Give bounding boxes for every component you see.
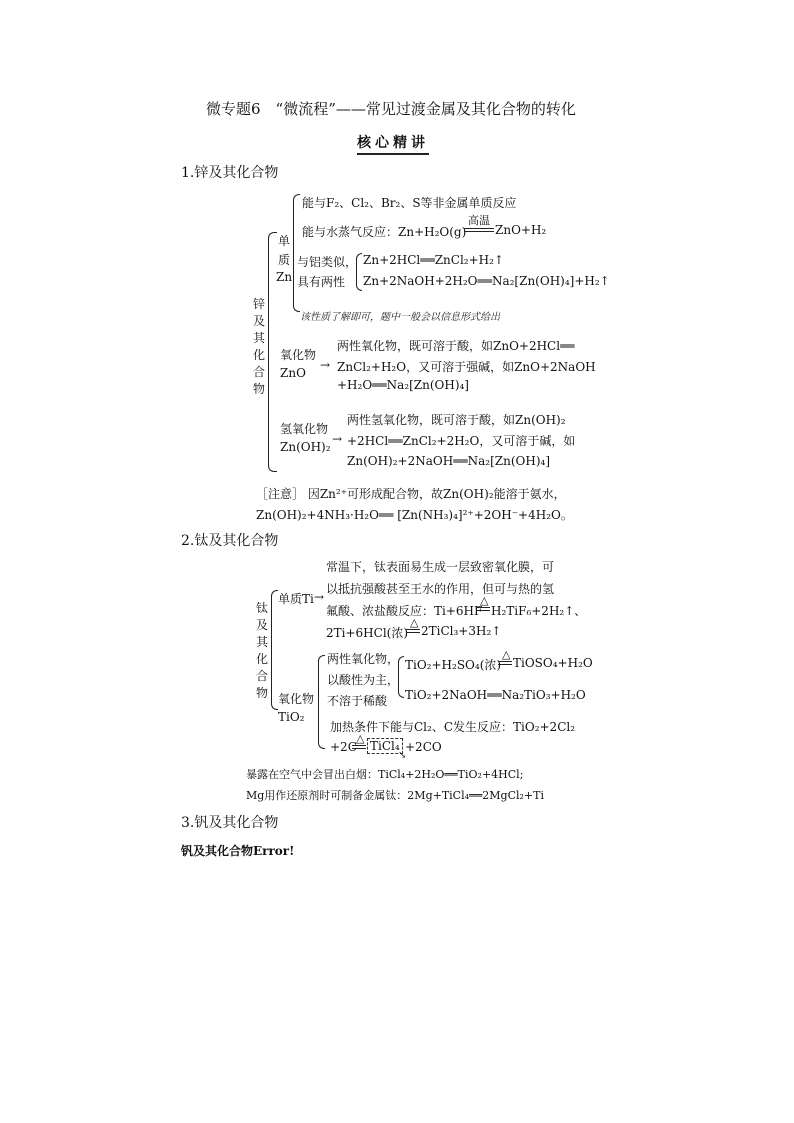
zinc-prop-3b: 具有两性 — [297, 275, 346, 289]
titanium-eq-brace — [398, 656, 404, 698]
titanium-eq-2: TiO₂+2NaOH══Na₂TiO₃+H₂O — [405, 688, 586, 702]
titanium-s4-product: 2TiCl₃+3H₂↑ — [421, 624, 502, 638]
zinc-prop-2-equals — [464, 228, 494, 232]
titanium-s3-product: H₂TiF₆+2H₂↑、 — [491, 604, 587, 618]
zinc-simple-label-1: 单 — [278, 234, 291, 248]
titanium-s3-equals — [476, 607, 490, 611]
zinc-attention-2: Zn(OH)₂+4NH₃·H₂O══ [Zn(NH₃)₄]²⁺+2OH⁻+4H₂O。 — [256, 508, 573, 522]
zinc-prop-2-product: ZnO+H₂ — [495, 223, 547, 237]
section-header: 核心精讲 — [357, 132, 429, 155]
zinc-eq-2: Zn+2NaOH+2H₂O══Na₂[Zn(OH)₄]+H₂↑ — [363, 274, 610, 288]
zinc-hydroxide-line-3: Zn(OH)₂+2NaOH══Na₂[Zn(OH)₄] — [347, 454, 551, 468]
titanium-eq-1: TiO₂+H₂SO₄(浓) — [405, 658, 502, 672]
zinc-oxide-line-3: +H₂O══Na₂[Zn(OH)₄] — [337, 378, 469, 392]
zinc-hydroxide-formula: Zn(OH)₂ — [280, 440, 331, 454]
titanium-simple-line-4: 2Ti+6HCl(浓) — [326, 626, 409, 640]
titanium-heat-line-2b: +2CO — [405, 740, 442, 754]
titanium-ticl4-box: TiCl₄ — [367, 738, 403, 754]
titanium-eq-1-product: TiOSO₄+H₂O — [513, 656, 593, 670]
titanium-s3-condition: △ — [480, 594, 489, 607]
zinc-eq-1: Zn+2HCl══ZnCl₂+H₂↑ — [363, 253, 504, 267]
titanium-oxide-desc-1: 两性氧化物， — [327, 652, 400, 666]
titanium-root-label: 钛及其化合物 — [255, 601, 268, 700]
titanium-heat-equals — [352, 745, 366, 749]
zinc-hydroxide-line-2: +2HCl══ZnCl₂+2H₂O，又可溶于碱，如 — [347, 434, 576, 448]
titanium-heat-line-2a: +2C — [330, 740, 357, 754]
zinc-prop-2-condition: 高温 — [468, 214, 490, 227]
titanium-simple-line-3: 氟酸、浓盐酸反应：Ti+6HF — [326, 604, 483, 618]
titanium-heading: 2.钛及其化合物 — [181, 533, 279, 549]
zinc-hydroxide-line-1: 两性氢氧化物，既可溶于酸，如Zn(OH)₂ — [347, 413, 566, 427]
titanium-simple-line-1: 常温下，钛表面易生成一层致密氧化膜，可 — [326, 560, 555, 574]
titanium-simple-arrow-icon: → — [314, 590, 325, 604]
zinc-amphoteric-brace — [356, 253, 362, 291]
zinc-oxide-line-1: 两性氧化物，既可溶于酸，如ZnO+2HCl══ — [337, 339, 575, 353]
zinc-hydroxide-label: 氢氧化物 — [280, 422, 329, 436]
zinc-hydroxide-arrow-icon: → — [332, 432, 343, 446]
zinc-simple-label-3: Zn — [276, 270, 293, 284]
zinc-prop-2: 能与水蒸气反应：Zn+H₂O(g) — [302, 225, 467, 239]
zinc-oxide-line-2: ZnCl₂+H₂O，又可溶于强碱，如ZnO+2NaOH — [337, 360, 596, 374]
titanium-oxide-formula: TiO₂ — [278, 710, 305, 724]
titanium-simple-line-2: 以抵抗强酸甚至王水的作用，但可与热的氢 — [326, 582, 555, 596]
zinc-prop-1: 能与F₂、Cl₂、Br₂、S等非金属单质反应 — [302, 196, 517, 210]
zinc-main-brace — [268, 232, 277, 472]
zinc-root-label: 锌及其化合物 — [252, 297, 265, 396]
zinc-oxide-formula: ZnO — [280, 366, 306, 380]
zinc-simple-label-2: 质 — [278, 253, 291, 267]
vanadium-body: 钒及其化合物Error! — [181, 844, 295, 858]
zinc-attention-1: ［注意］ 因Zn²⁺可形成配合物，故Zn(OH)₂能溶于氨水， — [256, 487, 566, 501]
zinc-prop-3a: 与铝类似， — [297, 255, 358, 269]
titanium-note-1: 暴露在空气中会冒出白烟：TiCl₄+2H₂O══TiO₂+4HCl; — [246, 768, 524, 781]
titanium-simple-label: 单质Ti — [278, 592, 314, 606]
titanium-oxide-desc-2: 以酸性为主， — [327, 673, 400, 687]
zinc-heading: 1.锌及其化合物 — [181, 165, 279, 181]
titanium-oxide-brace — [318, 655, 325, 749]
titanium-s4-condition: △ — [410, 616, 419, 629]
titanium-s4-equals — [406, 629, 420, 633]
zinc-oxide-label: 氧化物 — [280, 348, 317, 362]
titanium-down-arrow-icon: ↘ — [398, 750, 407, 761]
titanium-note-2: Mg用作还原剂时可制备金属钛：2Mg+TiCl₄══2MgCl₂+Ti — [246, 789, 544, 802]
titanium-oxide-desc-3: 不溶于稀酸 — [327, 694, 388, 708]
titanium-oxide-label: 氧化物 — [278, 692, 315, 706]
titanium-eq-1-equals — [498, 661, 512, 665]
zinc-handwritten-note: 该性质了解即可，题中一般会以信息形式给出 — [300, 312, 500, 323]
titanium-main-brace — [271, 590, 278, 710]
titanium-heat-condition: △ — [356, 732, 365, 745]
titanium-heat-line-1: 加热条件下能与Cl₂、C发生反应：TiO₂+2Cl₂ — [330, 720, 576, 734]
page-title: 微专题6 “微流程”——常见过渡金属及其化合物的转化 — [206, 100, 576, 118]
zinc-oxide-arrow-icon: → — [320, 358, 331, 372]
titanium-eq-1-condition: △ — [502, 648, 511, 661]
vanadium-heading: 3.钒及其化合物 — [181, 815, 279, 831]
